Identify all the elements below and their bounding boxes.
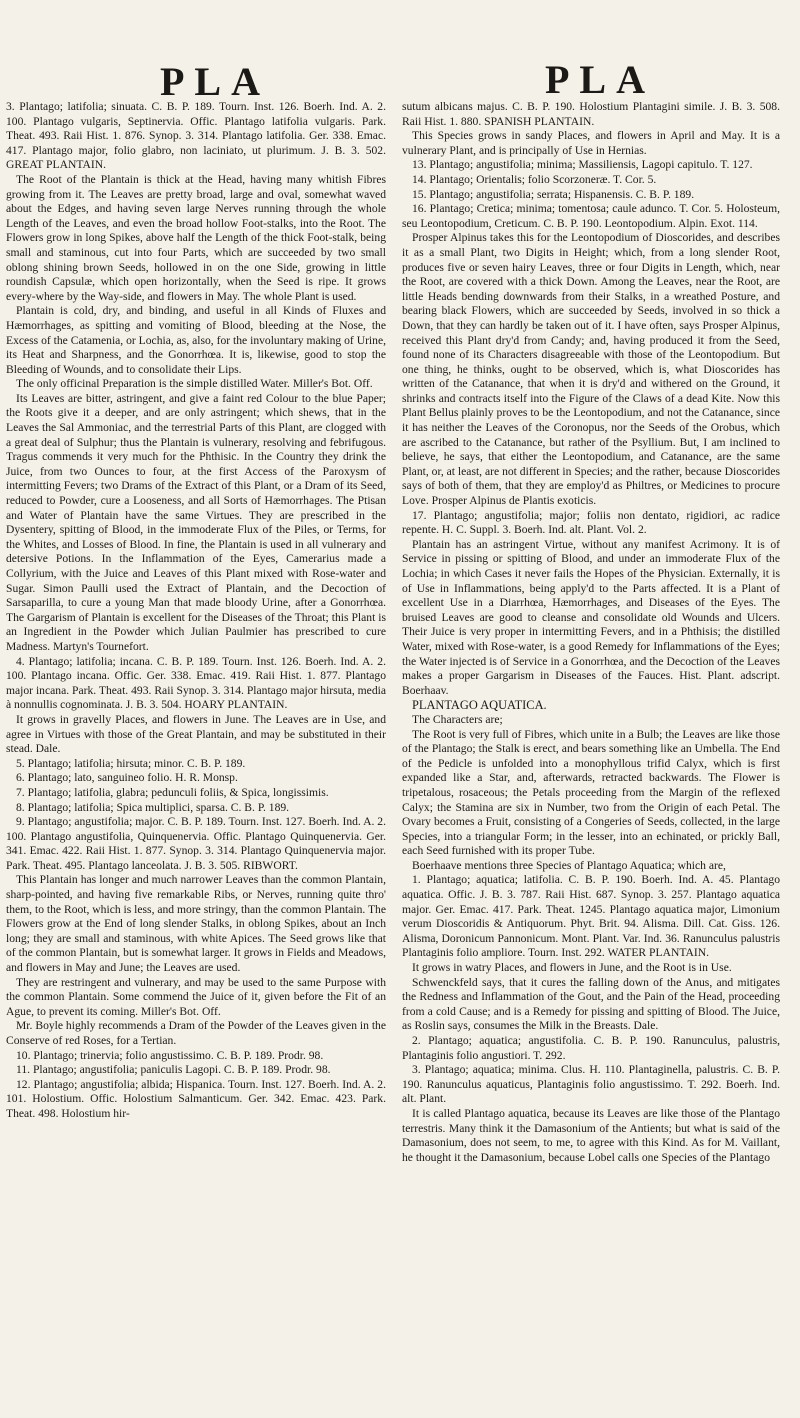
paragraph: It grows in gravelly Places, and flowers in June. The Leaves are in Use, and agree in Virtues with those of the Great Plantain, and may be substituted in their stead. Dale. (6, 712, 386, 756)
paragraph: Plantain has an astringent Virtue, without any manifest Acrimony. It is of Service in pissing or spitting of Blood, and under an immoderate Flux of the Lochia; in which Cases it never fails the Hopes of the Physician. Externally, it is of Use in Inflammations, being apply'd to the Parts affected. It is a Plant of excellent Use in a Diarrhœa, Hæmorrhages, and Diseases of the Eyes. The bruised Leaves are good to cleanse and consolidate old Wounds and Ulcers. Their Juice is very proper in intermitting Fevers, and in a Phthisis; the distilled Water, mixed with Rose-water, is a good Remedy for Inflammations of the Eyes; the Water injected is of Service in a Gonorrhœa, and the Decoction of the Leaves makes a proper Gargarism in Diseases of the Fauces. Hist. Plant. adscript. Boerhaav. (402, 537, 780, 697)
paragraph: It grows in watry Places, and flowers in June, and the Root is in Use. (412, 961, 732, 975)
paragraph: 6. Plantago; lato, sanguineo folio. H. R. Monsp. (16, 771, 238, 785)
paragraph: 5. Plantago; latifolia; hirsuta; minor. C. B. P. 189. (16, 756, 246, 770)
paragraph: 2. Plantago; aquatica; angustifolia. C. B. P. 190. Ranunculus, palustris, Plantaginis folio angustiori. T. 292. (402, 1034, 780, 1062)
paragraph: 13. Plantago; angustifolia; minima; Massiliensis, Lagopi capitulo. T. 127. (412, 158, 753, 172)
paragraph: This Plantain has longer and much narrower Leaves than the common Plantain, sharp-pointed, and having five remarkable Ribs, or Nerves, running quite thro' them, to the Root, which is less, and more stringy, than the common Plantain. The Flowers grow at the End of long slender Stalks, in oblong Spikes, about an Inch long; they are small and staminous, with white Apices. The Seed grows like that of the common Plantain, but is somewhat larger. It grows in Fields and Meadows, and flowers in May and June; the Leaves are used. (6, 873, 386, 975)
running-head-left: PLA (160, 59, 270, 104)
right-column (402, 100, 780, 1165)
paragraph: 8. Plantago; latifolia; Spica multiplici, sparsa. C. B. P. 189. (16, 800, 290, 814)
paragraph: 12. Plantago; angustifolia; albida; Hispanica. Tourn. Inst. 127. Boerh. Ind. A. 2. 101. Holostium. Offic. Holostium Salmanticum. Ger. 342. Emac. 423. Park. Theat. 498. Holostium hir- (6, 1077, 386, 1120)
paragraph: Boerhaave mentions three Species of Plantago Aquatica; which are, (412, 858, 726, 872)
section-heading: PLANTAGO AQUATICA. (412, 698, 547, 713)
paragraph: 9. Plantago; angustifolia; major. C. B. P. 189. Tourn. Inst. 127. Boerh. Ind. A. 2. 100. Plantago angustifolia, Quinquenervia. Offic. Plantago Quinquenervia. Ger. 341. Emac. 422. Raii Hist. 1. 877. Synop. 3. 314. Plantago Quinquenervia major. Park. Theat. 495. Plantago lanceolata. J. B. 3. 505. RIBWORT. (6, 815, 386, 872)
column-divider (393, 100, 394, 1400)
paragraph: The Root of the Plantain is thick at the Head, having many whitish Fibres growing from it. The Leaves are pretty broad, large and oval, somewhat waved about the Edges, and having seven large Nerves running through the whole Length of the Leaves, and even the broad hollow Foot-stalks, into the Root. The Flowers grow in long Spikes, above half the Length of the thick Foot-stalk, being small and staminous, cut into four Parts, which are succeeded by two small oblong shining brown Seeds, hollowed in on the one Side, growing in little roundish Capsulæ, which open horizontally, when the Seed is ripe. It grows every-where by the Way-side, and flowers in May. The whole Plant is used. (6, 172, 386, 303)
paragraph: 7. Plantago; latifolia, glabra; pedunculi foliis, & Spica, longissimis. (16, 785, 329, 799)
paragraph: Plantain is cold, dry, and binding, and useful in all Kinds of Fluxes and Hæmorrhages, as spitting and vomiting of Blood, bleeding at the Nose, the Excess of the Catamenia, or Lochia, as, also, for the involuntary making of Urine, its Heat and Sharpness, and the Gonorrhœa. It is, likewise, good to stop the Bleeding of Wounds, and to consolidate their Lips. (6, 304, 386, 376)
paragraph: Its Leaves are bitter, astringent, and give a faint red Colour to the blue Paper; the Roots give it a deeper, and are only astringent; which shews, that in the Leaves the Sal Ammoniac, and the terrestrial Parts of this Plant, are clogged with a great deal of Sulphur; thus the Plantain is vulnerary, resolving and febrifugous. Tragus commends it very much for the Phthisic. In the Country they drink the Juice, from two Ounces to four, at the first Access of the Paroxysm of intermitting Fevers; two Drams of the Extract of this Plant, or a Dram of its Seed, reduced to Powder, cure a Looseness, and all Sorts of Hæmorrhages. The Ptisan and Water of Plantain have the same Virtues. They are prescribed in the Dysentery, spitting of Blood, in the immoderate Flux of the Piles, or Terms, for the Whites, and Losses of Blood. In fine, the Plantain is used in all vulnerary and detersive Potions. In the Inflammation of the Eyes, Camerarius made a Collyrium, with the Juice and Leaves of this Plant mixed with Rose-water and Sugar. Simon Paulli used the Extract of Plantain, and the Decoction of Sarsaparilla, to cure a young Man that made bloody Urine, after a Gonorrhœa. The Gargarism of Plantain is excellent for the Diseases of the Throat; this Plant is an Ingredient in the Powder which Julian Paulmier has prescribed to cure Madness. Martyn's Tournefort. (6, 391, 386, 653)
paragraph: 16. Plantago; Cretica; minima; tomentosa; caule adunco. T. Cor. 5. Holosteum, seu Leontopodium, Creticum. C. B. P. 190. Leontopodium. Alpin. Exot. 114. (402, 202, 780, 230)
left-column (6, 100, 386, 1122)
paragraph: sutum albicans majus. C. B. P. 190. Holostium Plantagini simile. J. B. 3. 508. Raii Hist. 1. 880. SPANISH PLANTAIN. (402, 100, 780, 128)
paragraph: 15. Plantago; angustifolia; serrata; Hispanensis. C. B. P. 189. (412, 187, 695, 201)
paragraph: They are restringent and vulnerary, and may be used to the same Purpose with the common Plantain. Some commend the Juice of it, given before the Fit of an Ague, to prevent its coming. Miller's Bot. Off. (6, 975, 386, 1018)
running-head-right: PLA (545, 57, 655, 102)
paragraph: 10. Plantago; trinervia; folio angustissimo. C. B. P. 189. Prodr. 98. (16, 1048, 324, 1062)
paragraph: It is called Plantago aquatica, because its Leaves are like those of the Plantago terrestris. Many think it the Damasonium of the Antients; but what is said of the Damasonium, does not seem, to me, to agree with this Kind. As for M. Vaillant, he thought it the Damasonium, because Lobel calls one Species of the Plantago (402, 1106, 780, 1164)
paragraph: 3. Plantago; latifolia; sinuata. C. B. P. 189. Tourn. Inst. 126. Boerh. Ind. A. 2. 100. Plantago vulgaris, Septinervia. Offic. Plantago latifolia vulgaris. Park. Theat. 493. Raii Hist. 1. 876. Synop. 3. 314. Plantago latifolia. Ger. 338. Emac. 417. Plantago major, folio glabro, non laciniato, ut plurimum. J. B. 3. 502. GREAT PLANTAIN. (6, 100, 386, 172)
paragraph: 17. Plantago; angustifolia; major; foliis non dentato, rigidiori, ac radice repente. H. C. Suppl. 3. Boerh. Ind. alt. Plant. Vol. 2. (402, 508, 780, 537)
paragraph: 3. Plantago; aquatica; minima. Clus. H. 110. Plantaginella, palustris. C. B. P. 190. Ranunculus aquaticus, Plantaginis folio angustissimo. T. 292. Boerh. Ind. alt. Plant. (402, 1063, 780, 1106)
paragraph: The only officinal Preparation is the simple distilled Water. Miller's Bot. Off. (16, 377, 373, 391)
paragraph: 11. Plantago; angustifolia; paniculis Lagopi. C. B. P. 189. Prodr. 98. (16, 1063, 331, 1077)
paragraph: 1. Plantago; aquatica; latifolia. C. B. P. 190. Boerh. Ind. A. 45. Plantago aquatica. Offic. J. B. 3. 787. Raii Hist. 687. Synop. 3. 257. Plantago aquatica major. Ger. Emac. 417. Park. Theat. 1245. Plantago aquatica major, Limonium verum Dioscoridis & Antiquorum. Phyt. Brit. 94. Alisma. Dill. Cat. Giss. 126. Alisma, Doronicum Pannonicum. Mont. Plant. Var. Ind. 36. Ranunculus palustris Plantaginis folio ampliore. Tourn. Inst. 292. WATER PLANTAIN. (402, 873, 780, 960)
paragraph: Schwenckfeld says, that it cures the falling down of the Anus, and mitigates the Redness and Inflammation of the Gout, and the Pain of the Head, proceeding from a cold Cause; and is a Remedy for pissing and spitting of Blood. The Juice, as Roslin says, consumes the Milk in the Breasts. Dale. (402, 975, 780, 1033)
paragraph: The Root is very full of Fibres, which unite in a Bulb; the Leaves are like those of the Plantago; the Stalk is erect, and bears something like an Umbella. The End of the Pedicle is unfolded into a monophyllous trifid Calyx, which is first expanded like a Star, and, afterwards, retracted backwards. The Flower is tripetalous, rosaceous; the Petals proceeding from the Margin of the reflexed Calyx; the Stamina are six in Number, two from the Origin of each Petal. The Ovary becomes a Fruit, consisting of a Congeries of Seeds, collected, in the large Species, into a triangular Form; in the lesser, into an echinated, or prickly Ball, each Seed furnished with its proper Tube. (402, 727, 780, 858)
paragraph: This Species grows in sandy Places, and flowers in April and May. It is a vulnerary Plant, and is principally of Use in Hernias. (402, 129, 780, 157)
paragraph: Mr. Boyle highly recommends a Dram of the Powder of the Leaves given in the Conserve of red Roses, for a Tertian. (6, 1019, 386, 1047)
paragraph: Prosper Alpinus takes this for the Leontopodium of Dioscorides, and describes it as a small Plant, two Digits in Height; which, from a long slender Root, produces five or seven hairy Leaves, three or four Digits in Length, which, near the Root, are covered with a thick Down. Among the Leaves, near the Root, are little Heads bending downwards from their Stalks, in a wreathed Posture, and bearing black Flowers, which are succeeded by Seeds, involved in so thick a Down, that they can hardly be taken out of it. I have often, says Prosper Alpinus, received this Plant dry'd from Candy; and, having produced it from the Seed, found none of its Characters disagreeable with those of the Leontopodium. But one thing, he thinks, ought to be observed, which is, what Dioscorides has written of the Catanance, that when it is dry'd and withered on the Ground, it shrinks and contracts itself into the Figure of the Claws of a dead Kite. Now this Plant Bellus plainly proves to be the Leontopodium, and not the Catanance, since it has neither the Leaves of the Coronopus, nor the Seeds of the Orobus, which are ascribed to the Catanance, but rather of the Psyllium. But, I am inclined to believe, he says, that either the Leontopodium, and Catanance, are the same Plant, or, at least, are not different in Species; and the rather, because Dioscorides says of both of them, that they are employ'd as Philtres, or Medicines to procure Love. Prosper Alpinus de Plantis exoticis. (402, 231, 780, 508)
paragraph: 14. Plantago; Orientalis; folio Scorzoneræ. T. Cor. 5. (412, 172, 657, 186)
paragraph: 4. Plantago; latifolia; incana. C. B. P. 189. Tourn. Inst. 126. Boerh. Ind. A. 2. 100. Plantago incana. Offic. Ger. 338. Emac. 419. Raii Hist. 1. 877. Plantago major incana. Park. Theat. 493. Raii Synop. 3. 314. Plantago major hirsuta, media à nonnullis cognominata. J. B. 3. 504. HOARY PLANTAIN. (6, 654, 386, 712)
paragraph: The Characters are; (412, 712, 503, 726)
